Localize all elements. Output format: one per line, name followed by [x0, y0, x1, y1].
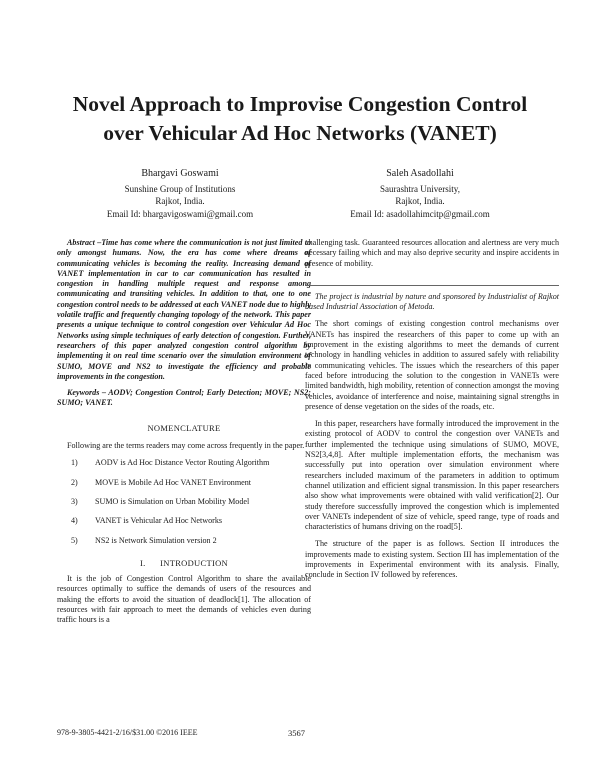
abstract-text: –Time has come where the communication is not just limited to only amongst humans. Now, the era has come where dreams of communicating vehicles is becoming the reality. Increasing demand of VANET implementation in car to car communication has resulted in congestion in handling multiple request and response among communicating and transiting vehicles. In addition to that, one to one congestion control needs to be addressed at each VANET node due to highly volatile traffic and frequently changing topology of the network. This paper presents a unique technique to control congestion over Vehicular Ad Hoc Networks using simple techniques of early detection of congestion. Further, researchers of this paper analyzed congestion control algorithm by implementing it on real time scenario over the simulation environment of SUMO, MOVE and NS2 to investigate the efficiency and probable improvements in the congestion. [57, 238, 311, 381]
introduction-paragraph-4: The structure of the paper is as follows. Section II introduces the improvements made to existing system. Section III has implementation of the improvements in Experimental environment with its analysis. Finally, conclude in Section IV followed by references. [305, 539, 559, 580]
list-item-number: 1) [71, 458, 78, 468]
list-item [71, 516, 311, 526]
nomenclature-intro: Following are the terms readers may come across frequently in the paper. [67, 441, 305, 451]
introduction-heading: I. INTRODUCTION [140, 557, 228, 568]
list-item [71, 478, 311, 488]
abstract-lead: Abstract [67, 238, 95, 247]
left-column [57, 238, 311, 626]
nomenclature-heading: NOMENCLATURE [147, 422, 221, 433]
list-item-text: VANET is Vehicular Ad Hoc Networks [95, 516, 223, 526]
author-email: Email Id: asadollahimcitp@gmail.com [350, 208, 490, 219]
author-location: Rajkot, India. [155, 196, 205, 206]
footnote-divider [305, 285, 559, 286]
list-item [71, 536, 311, 546]
list-item-text: NS2 is Network Simulation version 2 [95, 535, 217, 545]
author-name: Saleh Asadollahi [386, 168, 454, 179]
list-item-number: 3) [71, 496, 78, 506]
right-column [305, 238, 559, 581]
author-name: Bhargavi Goswami [141, 168, 219, 179]
author-affiliation: Sunshine Group of Institutions [124, 183, 236, 194]
list-item [71, 458, 311, 468]
paper-title [40, 90, 560, 148]
page-number: 3567 [288, 728, 305, 738]
paper-title-line2: over Vehicular Ad Hoc Networks (VANET) [103, 121, 497, 145]
footer-isbn: 978-9-3805-4421-2/16/$31.00 ©2016 IEEE [57, 728, 198, 737]
introduction-paragraph-1-continued: challenging task. Guaranteed resources allocation and alertness are very much necessary failing which and may also deprive security and inspire accidents in presence of mobility. [305, 238, 559, 268]
list-item-number: 2) [71, 477, 78, 487]
author-location: Rajkot, India. [395, 196, 445, 206]
list-item-text: MOVE is Mobile Ad Hoc VANET Environment [95, 477, 252, 487]
abstract [57, 238, 311, 382]
paper-title-line1: Novel Approach to Improvise Congestion Control [72, 92, 528, 116]
list-item-text: SUMO is Simulation on Urban Mobility Model [95, 496, 250, 506]
nomenclature-list [57, 458, 311, 545]
introduction-paragraph-1: It is the job of Congestion Control Algorithm to share the available resources optimally to suffice the demands of users of the resources and making the efforts to avoid the situation of deadlock[1]. The allocation of resources with fair approach to meet the demands of vehicles even during traffic hours is a [57, 574, 311, 625]
list-item-number: 4) [71, 516, 78, 526]
introduction-paragraph-2: The short comings of existing congestion control mechanisms over VANETs has inspired the researchers of this paper to come up with an improvement in the existing algorithms to meet the demands of current technology in handling vehicles in addition to assured safely with reliability in communicating vehicles. The issues which the researchers of this paper faced before introducing the solution to the congestion in VANETs were limited bandwidth, high mobility, retention of connection amongst the moving vehicles, avoidance of interference and noise, maintaining signal strengths in presence of dense vegetation on the sides of the roads, etc. [305, 319, 559, 411]
sponsor-footnote: The project is industrial by nature and sponsored by Industrialist of Rajkot based Industrial Association of Metoda. [305, 291, 559, 312]
author-block-1 [60, 168, 300, 220]
keywords: Keywords – AODV; Congestion Control; Early Detection; MOVE; NS2; SUMO; VANET. [57, 388, 311, 408]
introduction-paragraph-3: In this paper, researchers have formally introduced the improvement in the existing protocol of AODV to control the congestion over VANETs and further implemented the technique using simulations of SUMO, MOVE, NS2[3,4,8]. After multiple implementation efforts, the mechanism was successfully put into operation over simulation environment where researchers included maximum of the parameters in addition to optimum channel utilization and efficient signal transmission. In this paper researchers also show what improvements were obtained with valid verification[2]. Our study therefore successfully improved the congestion which is implemented over VANETs independent of size of vehicle, speed range, type of roads and characteristics of humans driving on the road[5]. [305, 419, 559, 532]
author-email: Email Id: bhargavigoswami@gmail.com [106, 208, 254, 219]
list-item-number: 5) [71, 535, 78, 545]
list-item-text: AODV is Ad Hoc Distance Vector Routing Algorithm [95, 458, 270, 468]
author-affiliation: Saurashtra University, [380, 183, 460, 194]
list-item [71, 497, 311, 507]
author-block-2 [300, 168, 540, 220]
